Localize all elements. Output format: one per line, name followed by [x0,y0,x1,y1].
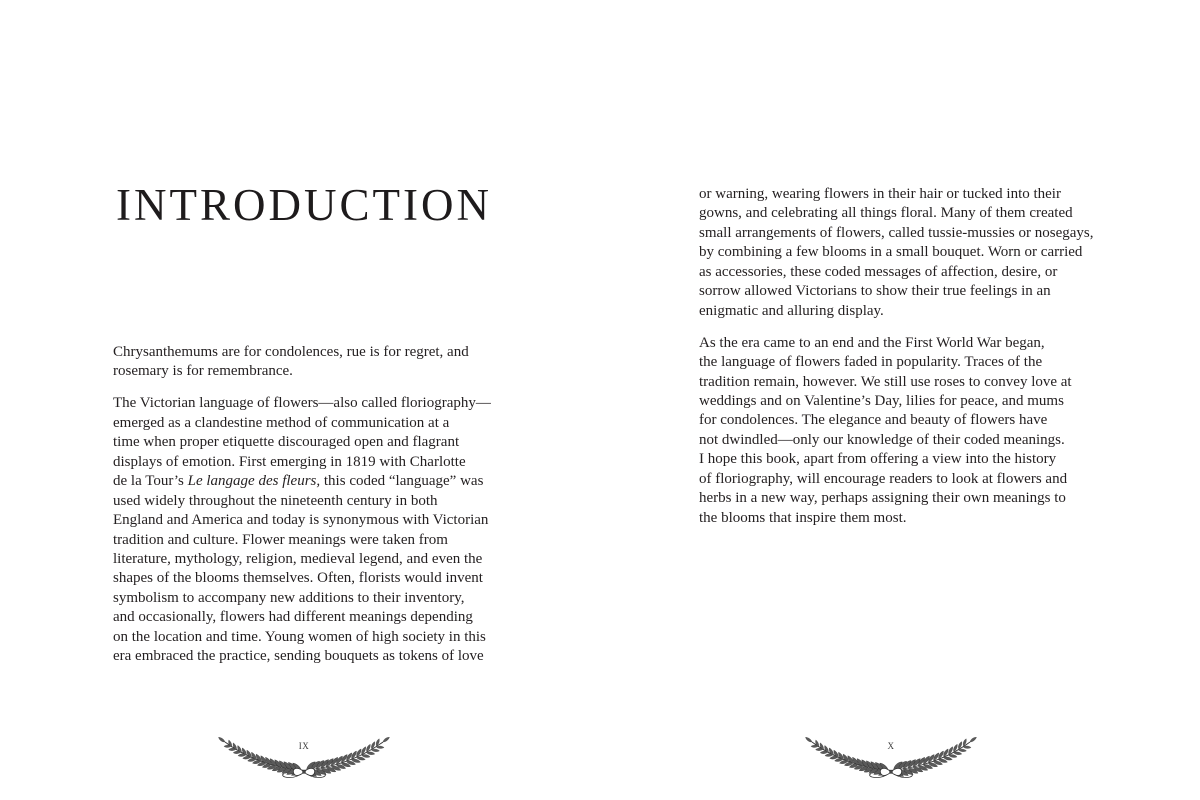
italic-book-title: Le langage des fleurs, [187,473,321,490]
text-line: for condolences. The elegance and beauty of flowers have [699,412,1048,429]
text-line: as accessories, these coded messages of affection, desire, or [699,263,1058,280]
text-line: As the era came to an end and the First World War began, [699,334,1045,351]
right-page [600,0,1200,800]
text-line: literature, mythology, religion, medieval legend, and even the [113,550,483,567]
text-line: not dwindled—only our knowledge of their coded meanings. [699,431,1065,448]
text-line: weddings and on Valentine’s Day, lilies for peace, and mums [699,392,1064,409]
laurel-leaf [382,736,390,743]
page-number-ornament [806,730,976,780]
text-segment: de la Tour’s [113,473,188,490]
paragraph [699,334,1093,528]
text-line: enigmatic and alluring display. [699,302,884,319]
laurel-leaf [805,736,813,743]
text-line: gowns, and celebrating all things floral. Many of them created [699,205,1073,222]
laurel-wreath-icon [219,730,389,780]
text-line: sorrow allowed Victorians to show their true feelings in an [699,283,1051,300]
page-number-ornament [219,730,389,780]
text-line: used widely throughout the nineteenth century in both [113,492,438,509]
text-line: of floriography, will encourage readers to look at flowers and [699,470,1068,487]
paragraph [699,185,1093,321]
paragraph [113,394,491,666]
text-line: I hope this book, apart from offering a view into the history [699,451,1057,468]
text-line: tradition remain, however. We still use roses to convey love at [699,373,1072,390]
text-line: symbolism to accompany new additions to their inventory, [113,589,465,606]
laurel-wreath-icon [806,730,976,780]
chapter-title: INTRODUCTION [116,180,492,230]
text-line: displays of emotion. First emerging in 1819 with Charlotte [113,453,466,470]
text-line: tradition and culture. Flower meanings were taken from [113,531,448,548]
text-line: emerged as a clandestine method of communication at a [113,414,450,431]
text-line: by combining a few blooms in a small bouquet. Worn or carried [699,244,1083,261]
text-line: rosemary is for remembrance. [113,363,293,380]
text-line: on the location and time. Young women of high society in this [113,628,486,645]
text-line: small arrangements of flowers, called tussie-mussies or nosegays, [699,224,1094,241]
page-number: IX [298,741,310,751]
text-line: the blooms that inspire them most. [699,509,907,526]
text-line: England and America and today is synonymous with Victorian [113,512,489,529]
text-line: era embraced the practice, sending bouquets as tokens of love [113,648,484,665]
laurel-leaf [375,738,380,746]
laurel-leaf [218,736,226,743]
text-line [113,472,491,491]
text-line: the language of flowers faded in popularity. Traces of the [699,354,1043,371]
page-number: X [887,741,895,751]
text-line: or warning, wearing flowers in their hair or tucked into their [699,186,1061,202]
text-line: shapes of the blooms themselves. Often, florists would invent [113,570,483,587]
text-line: and occasionally, flowers had different meanings depending [113,609,473,626]
paragraph [113,343,491,382]
text-line: Chrysanthemums are for condolences, rue is for regret, and [113,344,469,360]
laurel-leaf [969,736,977,743]
right-page-text [699,185,1093,528]
text-line: time when proper etiquette discouraged open and flagrant [113,434,460,451]
text-line: herbs in a new way, perhaps assigning their own meanings to [699,490,1066,507]
text-line: The Victorian language of flowers—also called floriography— [113,395,491,412]
left-page-text [113,343,491,667]
text-segment: this coded “language” was [320,473,484,490]
laurel-leaf [962,738,967,746]
